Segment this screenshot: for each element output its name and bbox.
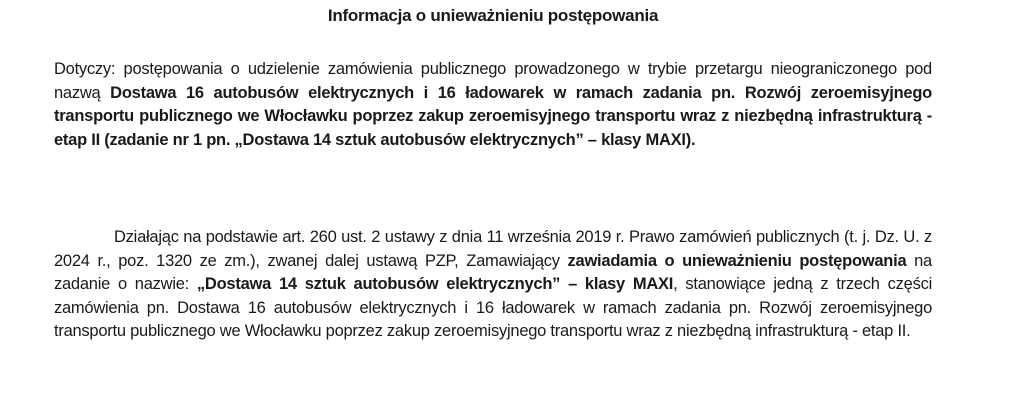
subject-lead: Dotyczy: postępowania o udzielenie zamówienia publicznego prowadzonego w trybie przetargu nieograniczonego pod nazwą — [54, 60, 932, 102]
body-text-1: Działając na podstawie art. 260 ust. 2 ustawy z dnia 11 września 2019 r. Prawo zamówień publicznych (t. j. Dz. U. z 2024 r., poz. 1320 ze zm.), zwanej dalej ustawą PZP, Zamawiający — [54, 228, 932, 270]
body-paragraph — [54, 226, 932, 344]
body-text-3: , stanowiące jedną z trzech części zamówienia pn. Dostawa 16 autobusów elektrycznych i 16 ładowarek w ramach zadania pn. Rozwój zeroemisyjnego transportu publicznego we Włocławku poprzez zakup zeroemisyjnego transportu wraz z niezbędną infrastrukturą - etap II. — [54, 275, 932, 341]
task-name: „Dostawa 14 sztuk autobusów elektrycznych” – klasy MAXI — [196, 275, 674, 294]
body-text-2: na zadanie o nazwie: — [54, 251, 932, 294]
subject-name: Dostawa 16 autobusów elektrycznych i 16 ładowarek w ramach zadania pn. Rozwój zeroemisyjnego transportu publicznego we Włocławku poprzez zakup zeroemisyjnego transportu wraz z niezbędną infrastrukturą - etap II (zadanie nr 1 pn. „Dostawa 14 sztuk autobusów elektrycznych” – klasy MAXI). — [54, 83, 932, 149]
notice-statement: zawiadamia o unieważnieniu postępowania — [567, 251, 907, 270]
subject-paragraph — [54, 58, 932, 152]
document-title: Informacja o unieważnieniu postępowania — [327, 6, 659, 25]
